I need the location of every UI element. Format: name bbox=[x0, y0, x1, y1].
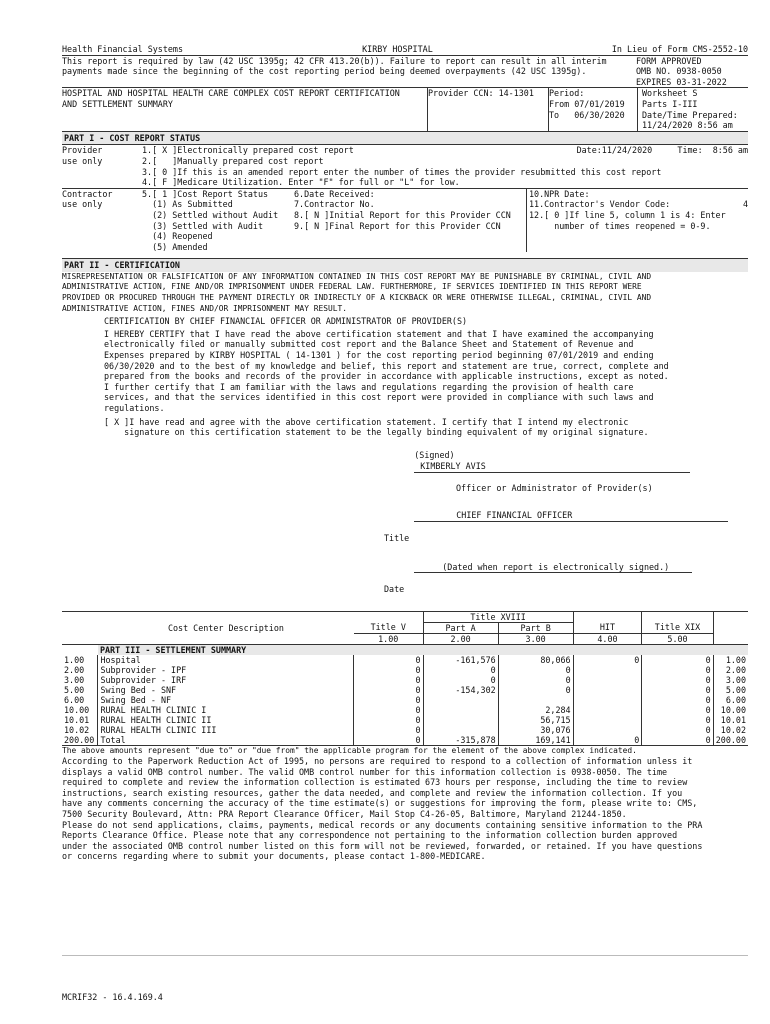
col-header-part-a: Part A bbox=[423, 622, 498, 633]
expiration: EXPIRES 03-31-2022 bbox=[636, 76, 727, 87]
paperwork-notice bbox=[62, 756, 748, 862]
warning-line: ADMINISTRATIVE ACTION, FINE AND/OR IMPRISONMENT UNDER FEDERAL LAW. FURTHERMORE, IF SERVICES IDENTIFIED IN THIS REPORT WERE bbox=[62, 282, 642, 292]
cell-a: -315,878 bbox=[423, 735, 498, 745]
contractor-item-7: 7.Contractor No. bbox=[294, 199, 375, 210]
report-title: HOSPITAL AND HOSPITAL HEALTH CARE COMPLEX COST REPORT CERTIFICATION bbox=[62, 88, 400, 99]
cell-desc: Total bbox=[98, 735, 354, 745]
cell-desc: RURAL HEALTH CLINIC I bbox=[98, 705, 354, 715]
cell-v: 0 bbox=[354, 725, 423, 735]
table-row bbox=[62, 655, 748, 665]
title-block bbox=[62, 87, 748, 130]
cell-a: -161,576 bbox=[423, 655, 498, 665]
paperwork-line: under the associated OMB control number listed on this form will not be reviewed, forwarded, or retained. If you have questions bbox=[62, 840, 703, 851]
provider-label: Provider bbox=[62, 145, 103, 156]
paperwork-line: Reports Clearance Office. Please note that any correspondence not pertaining to the information collection burden approved bbox=[62, 830, 678, 841]
period-to: To 06/30/2020 bbox=[549, 109, 625, 120]
cell-hit bbox=[573, 705, 642, 715]
provider-label: use only bbox=[62, 155, 103, 166]
cell-v: 0 bbox=[354, 655, 423, 665]
cell-a: -154,302 bbox=[423, 685, 498, 695]
part2-heading: PART II - CERTIFICATION bbox=[62, 258, 748, 272]
notice-line: payments made since the beginning of the cost reporting period being deemed overpayments (42 USC 1395g). bbox=[62, 66, 587, 77]
settlement-table-wrap bbox=[62, 611, 748, 745]
cell-rln: 6.00 bbox=[713, 695, 748, 705]
certification-line: I HEREBY CERTIFY that I have read the above certification statement and that I have examined the accompanying bbox=[104, 328, 654, 339]
status-option: (5) Amended bbox=[142, 241, 208, 252]
prepared-label: Date/Time Prepared: bbox=[642, 109, 738, 120]
settlement-table bbox=[62, 612, 748, 745]
status-item-4: 4.[ F ]Medicare Utilization. Enter "F" for full or "L" for low. bbox=[142, 177, 460, 188]
cell-b: 169,141 bbox=[498, 735, 573, 745]
title-label: Title bbox=[384, 532, 410, 543]
cell-xix: 0 bbox=[642, 735, 713, 745]
cell-a: 0 bbox=[423, 665, 498, 675]
cell-v: 0 bbox=[354, 735, 423, 745]
cell-ln: 10.00 bbox=[64, 704, 90, 715]
warning-line: MISREPRESENTATION OR FALSIFICATION OF ANY INFORMATION CONTAINED IN THIS COST REPORT MAY BE PUNISHABLE BY CRIMINAL, CIVIL AND bbox=[62, 271, 652, 281]
notice-line: This report is required by law (42 USC 1395g; 42 CFR 413.20(b)). Failure to report can result in all interim bbox=[62, 55, 607, 66]
paperwork-line: displays a valid OMB control number. The valid OMB control number for this information collection is 0938-0050. The time bbox=[62, 766, 668, 777]
cell-ln: 10.01 bbox=[64, 714, 90, 725]
cell-ln: 6.00 bbox=[64, 694, 85, 705]
agreement-line: signature on this certification statement to be the legally binding equivalent of my original signature. bbox=[104, 427, 649, 438]
cell-xix: 0 bbox=[642, 655, 713, 665]
col-header-part-b: Part B bbox=[498, 622, 573, 633]
period-from: From 07/01/2019 bbox=[549, 98, 625, 109]
col-number: 1.00 bbox=[354, 633, 423, 644]
warning-line: ADMINISTRATIVE ACTION, FINES AND/OR IMPRISONMENT MAY RESULT. bbox=[62, 303, 348, 313]
cell-v: 0 bbox=[354, 695, 423, 705]
cell-rln: 2.00 bbox=[713, 665, 748, 675]
cell-xix: 0 bbox=[642, 715, 713, 725]
cell-a: 0 bbox=[423, 675, 498, 685]
cell-ln: 5.00 bbox=[64, 684, 85, 695]
software-name: Health Financial Systems bbox=[62, 44, 184, 54]
col-header-title19: Title XIX bbox=[642, 622, 713, 633]
cell-rln: 10.00 bbox=[713, 705, 748, 715]
contractor-label: use only bbox=[62, 199, 103, 210]
status-option: (4) Reopened bbox=[142, 231, 213, 242]
certification-line: Expenses prepared by KIRBY HOSPITAL ( 14-1301 ) for the cost reporting period beginning 07/01/2019 and ending bbox=[104, 350, 654, 361]
col-header-title5: Title V bbox=[370, 622, 406, 633]
paperwork-line: or concerns regarding where to submit your documents, please contact 1-800-MEDICARE. bbox=[62, 851, 486, 862]
prepared-value: 11/24/2020 8:56 am bbox=[642, 120, 733, 131]
cell-v: 0 bbox=[354, 675, 423, 685]
table-row bbox=[62, 675, 748, 685]
status-option: (1) As Submitted bbox=[142, 199, 233, 210]
cell-b: 0 bbox=[498, 675, 573, 685]
cell-b: 80,066 bbox=[498, 655, 573, 665]
title-value: CHIEF FINANCIAL OFFICER bbox=[414, 510, 728, 522]
certification-line: prepared from the books and records of the provider in accordance with applicable instructions, except as noted. bbox=[104, 371, 669, 382]
part1-heading: PART I - COST REPORT STATUS bbox=[62, 131, 748, 145]
cell-hit bbox=[573, 685, 642, 695]
form-approved: FORM APPROVED bbox=[636, 55, 702, 66]
cell-desc: Subprovider - IRF bbox=[98, 675, 354, 685]
cell-desc: RURAL HEALTH CLINIC III bbox=[98, 725, 354, 735]
cell-xix: 0 bbox=[642, 665, 713, 675]
contractor-item-8: 8.[ N ]Initial Report for this Provider CCN bbox=[294, 209, 511, 220]
contractor-item-11: 11.Contractor's Vendor Code: bbox=[529, 199, 671, 210]
cell-xix: 0 bbox=[642, 695, 713, 705]
part3-heading: PART III - SETTLEMENT SUMMARY bbox=[98, 644, 748, 655]
cell-v: 0 bbox=[354, 685, 423, 695]
cell-rln: 3.00 bbox=[713, 675, 748, 685]
cell-hit bbox=[573, 715, 642, 725]
signature-block bbox=[62, 440, 748, 595]
contractor-item-9: 9.[ N ]Final Report for this Provider CCN bbox=[294, 220, 501, 231]
provider-ccn: Provider CCN: 14-1301 bbox=[428, 88, 549, 130]
cell-rln: 10.02 bbox=[713, 725, 748, 735]
worksheet-label: Worksheet S bbox=[642, 88, 698, 99]
table-row bbox=[62, 685, 748, 695]
contractor-use-block bbox=[62, 188, 748, 253]
table-row bbox=[62, 725, 748, 735]
cell-b: 0 bbox=[498, 685, 573, 695]
col-number: 5.00 bbox=[642, 633, 713, 644]
cell-ln: 200.00 bbox=[64, 734, 95, 745]
cost-report-page bbox=[62, 44, 748, 862]
col-header-hit: HIT bbox=[573, 622, 642, 633]
cell-b: 0 bbox=[498, 665, 573, 675]
table-row bbox=[62, 715, 748, 725]
form-number: In Lieu of Form CMS-2552-10 bbox=[611, 44, 748, 54]
cell-ln: 2.00 bbox=[64, 664, 85, 675]
settlement-rows bbox=[62, 655, 748, 745]
status-item-3: 3.[ 0 ]If this is an amended report enter the number of times the provider resubmitted this cost report bbox=[142, 166, 662, 177]
certification-line: I further certify that I am familiar with the laws and regulations regarding the provision of health care bbox=[104, 381, 634, 392]
parts-label: Parts I-III bbox=[642, 98, 698, 109]
table-note: The above amounts represent "due to" or "due from" the applicable program for the element of the above complex indicated. bbox=[62, 745, 748, 757]
contractor-item-12: 12.[ 0 ]If line 5, column 1 is 4: Enter bbox=[529, 209, 726, 220]
cell-v: 0 bbox=[354, 715, 423, 725]
cell-rln: 5.00 bbox=[713, 685, 748, 695]
cell-b: 2,284 bbox=[498, 705, 573, 715]
paperwork-line: required to complete and review the information collection is estimated 673 hours per response, including the time to review bbox=[62, 777, 688, 788]
cell-xix: 0 bbox=[642, 685, 713, 695]
col-number: 4.00 bbox=[573, 633, 642, 644]
cell-ln: 1.00 bbox=[64, 654, 85, 665]
signed-label: (Signed) bbox=[414, 450, 455, 461]
cell-desc: Swing Bed - SNF bbox=[98, 685, 354, 695]
cell-b: 30,076 bbox=[498, 725, 573, 735]
prepared-datetime: Date:11/24/2020 Time: 8:56 am bbox=[576, 145, 748, 156]
certification-line: 06/30/2020 and to the best of my knowledge and belief, this report and statement are true, correct, complete and bbox=[104, 360, 669, 371]
vendor-code: 4 bbox=[742, 199, 748, 210]
cell-xix: 0 bbox=[642, 675, 713, 685]
cell-xix: 0 bbox=[642, 705, 713, 715]
period-label: Period: bbox=[549, 88, 585, 99]
cell-rln: 1.00 bbox=[713, 655, 748, 665]
cell-hit bbox=[573, 695, 642, 705]
warning-line: PROVIDED OR PROCURED THROUGH THE PAYMENT DIRECTLY OR INDIRECTLY OF A KICKBACK OR WERE OTHERWISE ILLEGAL, CRIMINAL, CIVIL AND bbox=[62, 293, 652, 303]
certification-block bbox=[62, 316, 748, 438]
contractor-label: Contractor bbox=[62, 188, 113, 199]
title18-header: Title XVIII bbox=[423, 612, 573, 623]
col-header-desc: Cost Center Description bbox=[167, 622, 284, 633]
table-row bbox=[62, 735, 748, 745]
table-row bbox=[62, 695, 748, 705]
col-number: 2.00 bbox=[423, 633, 498, 644]
contractor-item-12b: number of times reopened = 0-9. bbox=[529, 220, 711, 231]
notice-block bbox=[62, 55, 748, 88]
contractor-item-6: 6.Date Received: bbox=[294, 188, 375, 199]
contractor-item-10: 10.NPR Date: bbox=[529, 188, 590, 199]
dated-value: (Dated when report is electronically signed.) bbox=[414, 562, 692, 574]
cell-ln: 10.02 bbox=[64, 724, 90, 735]
status-item-2: 2.[ ]Manually prepared cost report bbox=[142, 155, 324, 166]
status-option: (2) Settled without Audit bbox=[142, 209, 279, 220]
officer-label: Officer or Administrator of Provider(s) bbox=[456, 483, 653, 494]
cell-desc: RURAL HEALTH CLINIC II bbox=[98, 715, 354, 725]
cell-ln: 3.00 bbox=[64, 674, 85, 685]
date-label: Date bbox=[384, 583, 405, 594]
footer-rule bbox=[62, 955, 748, 956]
software-version: MCRIF32 - 16.4.169.4 bbox=[62, 992, 163, 1002]
cell-rln: 10.01 bbox=[713, 715, 748, 725]
certification-line: regulations. bbox=[104, 403, 165, 413]
cell-hit bbox=[573, 675, 642, 685]
cell-a bbox=[423, 705, 498, 715]
certification-title: CERTIFICATION BY CHIEF FINANCIAL OFFICER OR ADMINISTRATOR OF PROVIDER(S) bbox=[104, 316, 468, 327]
certification-line: electronically filed or manually submitted cost report and the Balance Sheet and Statement of Revenue and bbox=[104, 339, 634, 350]
hospital-name: KIRBY HOSPITAL bbox=[362, 44, 433, 54]
cell-a bbox=[423, 725, 498, 735]
paperwork-line: Please do not send applications, claims, payments, medical records or any documents containing sensitive information to the PRA bbox=[62, 819, 703, 830]
status-option: (3) Settled with Audit bbox=[142, 220, 264, 231]
cell-a bbox=[423, 715, 498, 725]
agreement-checkbox[interactable]: [ X ]I have read and agree with the above certification statement. I certify that I intend my electronic bbox=[104, 416, 629, 427]
cell-desc: Swing Bed - NF bbox=[98, 695, 354, 705]
certification-line: services, and that the services identified in this cost report were provided in compliance with such laws and bbox=[104, 392, 654, 403]
omb-number: OMB NO. 0938-0050 bbox=[636, 66, 722, 77]
provider-use-block bbox=[62, 144, 748, 187]
cell-hit bbox=[573, 665, 642, 675]
table-row bbox=[62, 665, 748, 675]
cell-hit bbox=[573, 725, 642, 735]
cell-xix: 0 bbox=[642, 725, 713, 735]
signed-name: KIMBERLY AVIS bbox=[414, 461, 690, 473]
report-title: AND SETTLEMENT SUMMARY bbox=[62, 98, 173, 109]
table-row bbox=[62, 705, 748, 715]
contractor-item-5: 5.[ 1 ]Cost Report Status bbox=[142, 188, 269, 199]
col-number: 3.00 bbox=[498, 633, 573, 644]
cell-desc: Hospital bbox=[98, 655, 354, 665]
warning-block bbox=[62, 272, 748, 314]
report-header bbox=[62, 44, 748, 55]
cell-b: 56,715 bbox=[498, 715, 573, 725]
cell-v: 0 bbox=[354, 665, 423, 675]
cell-b bbox=[498, 695, 573, 705]
status-item-1: 1.[ X ]Electronically prepared cost report bbox=[142, 145, 354, 156]
paperwork-line: instructions, search existing resources, gather the data needed, and complete and review the information collection. If you bbox=[62, 787, 683, 798]
cell-hit: 0 bbox=[573, 655, 642, 665]
cell-desc: Subprovider - IPF bbox=[98, 665, 354, 675]
cell-v: 0 bbox=[354, 705, 423, 715]
paperwork-line: have any comments concerning the accuracy of the time estimate(s) or suggestions for improving the form, please write to: CMS, bbox=[62, 798, 698, 809]
paperwork-line: According to the Paperwork Reduction Act of 1995, no persons are required to respond to a collection of information unless it bbox=[62, 756, 693, 767]
cell-hit: 0 bbox=[573, 735, 642, 745]
cell-rln: 200.00 bbox=[713, 735, 748, 745]
paperwork-line: 7500 Security Boulevard, Attn: PRA Report Clearance Officer, Mail Stop C4-26-05, Baltimore, Maryland 21244-1850. bbox=[62, 809, 627, 820]
cell-a bbox=[423, 695, 498, 705]
